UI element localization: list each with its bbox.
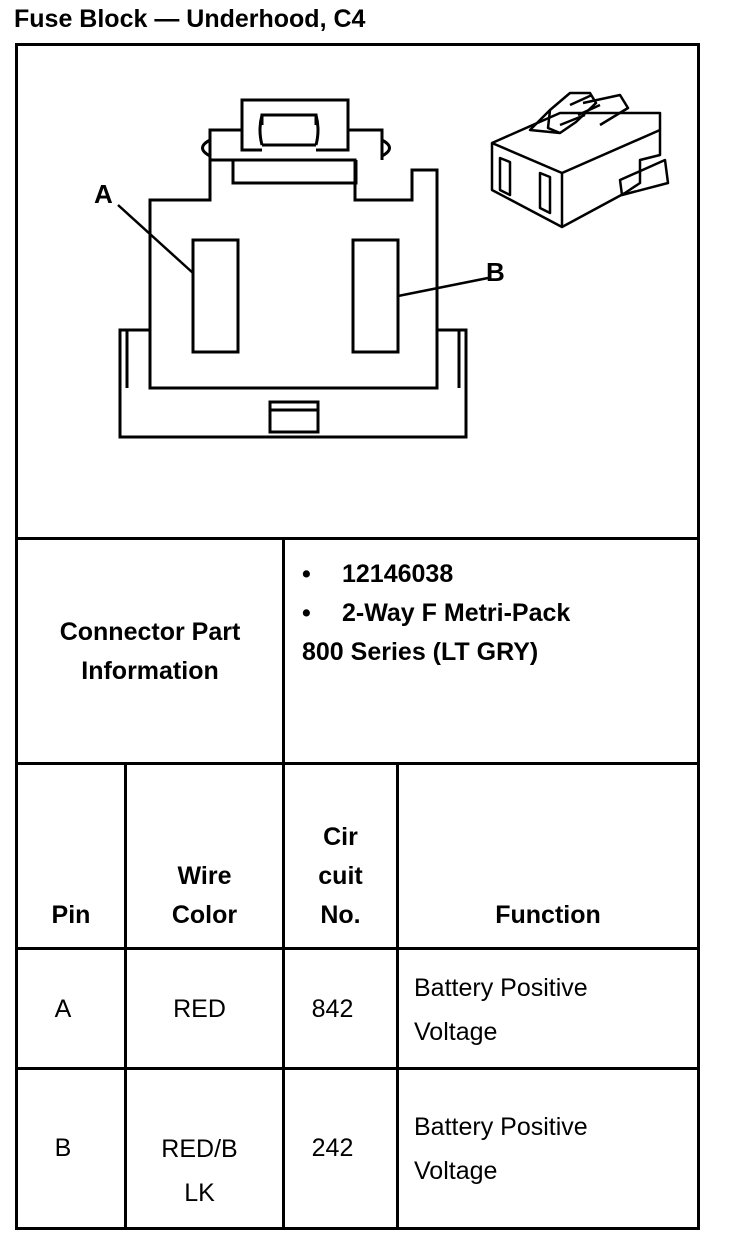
table-row-pin: [18, 990, 108, 1029]
latch-outline: [210, 100, 382, 160]
bullet-icon: •: [302, 560, 311, 588]
header-wire-color: [127, 857, 282, 935]
table-row-function: [414, 1105, 694, 1193]
header-wire-label-line1: Wire: [177, 862, 232, 890]
bullet-icon: •: [302, 599, 311, 627]
table-row-function: [414, 966, 694, 1054]
connector-diagram: [0, 0, 736, 540]
base-slot: [270, 402, 318, 432]
header-wire-label-line2: Color: [171, 901, 238, 929]
table-row-circuit: [285, 1129, 380, 1168]
table-row-wire-color: [127, 1127, 272, 1215]
callout-line-b: [398, 278, 488, 296]
description-line1: 2-Way F Metri-Pack: [342, 599, 571, 627]
table-row-circuit: [285, 990, 380, 1029]
callout-label-b: B: [486, 257, 505, 287]
header-circuit-line2: cuit: [318, 862, 363, 890]
cavity-a: [193, 240, 238, 352]
divider: [15, 762, 700, 765]
description-line2: 800 Series (LT GRY): [302, 638, 539, 666]
connector-info-label: [18, 613, 282, 691]
header-circuit-line3: No.: [320, 901, 361, 929]
callout-line-a: [118, 205, 193, 273]
header-circuit: [285, 818, 396, 935]
header-function-label: Function: [495, 901, 601, 929]
connector-info-label-line1: Connector Part: [59, 618, 241, 646]
pin-value: B: [54, 1134, 72, 1162]
function-value-line2: Voltage: [414, 1018, 498, 1046]
connector-info-label-line2: Information: [81, 657, 219, 685]
part-number-row: [302, 555, 692, 594]
description-row: [302, 594, 692, 633]
divider: [15, 947, 700, 950]
connector-info-details: [302, 555, 692, 672]
divider: [396, 762, 399, 1230]
wire-color-value: RED: [173, 995, 226, 1023]
function-value-line2: Voltage: [414, 1157, 498, 1185]
function-value-line1: Battery Positive: [414, 974, 588, 1002]
wire-color-value-line2: LK: [184, 1179, 215, 1207]
function-value-line1: Battery Positive: [414, 1113, 588, 1141]
table-row-wire-color: [127, 990, 272, 1029]
divider: [15, 1067, 700, 1070]
callout-label-a: A: [94, 179, 113, 209]
cavity-b: [353, 240, 398, 352]
page-title: Fuse Block — Underhood, C4: [14, 5, 366, 33]
circuit-value: 842: [311, 995, 354, 1023]
part-number: 12146038: [342, 560, 454, 588]
header-circuit-line1: Cir: [323, 823, 358, 851]
header-pin: [18, 896, 124, 935]
circuit-value: 242: [311, 1134, 354, 1162]
iso-connector: [492, 93, 668, 227]
header-function: [399, 896, 697, 935]
header-pin-label: Pin: [51, 901, 91, 929]
pin-value: A: [54, 995, 72, 1023]
connector-base: [120, 330, 466, 437]
wire-color-value-line1: RED/B: [161, 1135, 238, 1163]
table-row-pin: [18, 1129, 108, 1168]
